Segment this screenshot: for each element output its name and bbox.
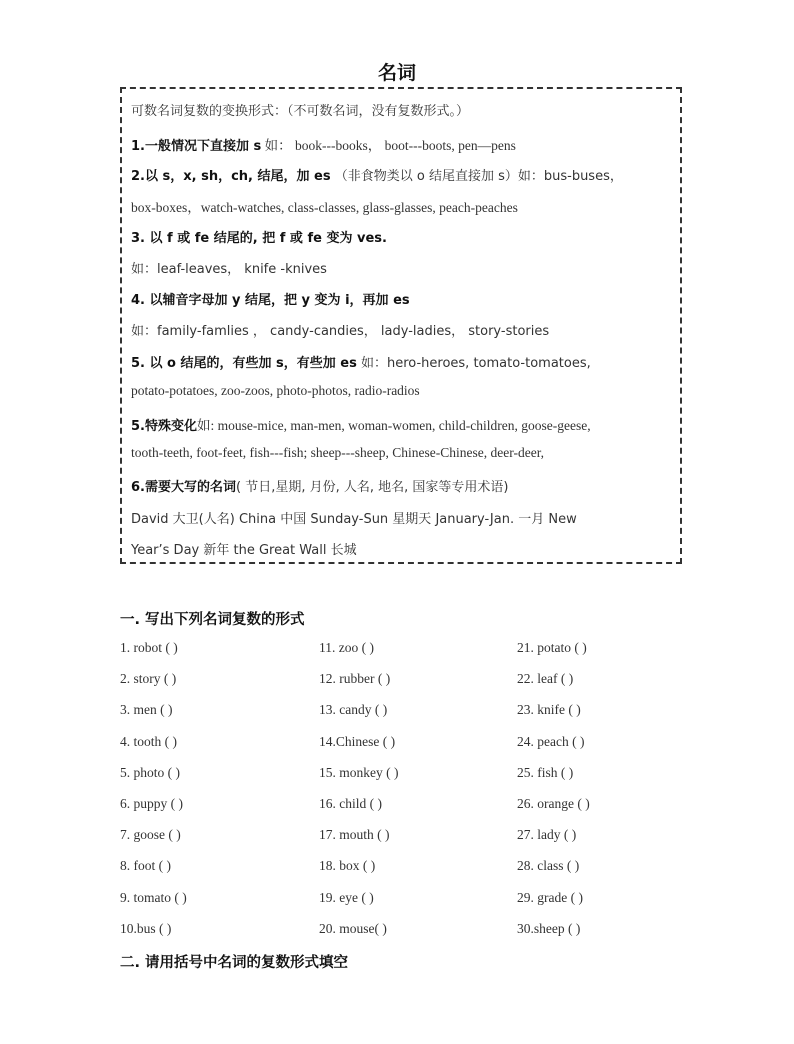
exercise-item: 30.sheep ( ) [517, 920, 581, 936]
rule-5-body: 如：hero-heroes, tomato-tomatoes, [356, 356, 591, 371]
rule-2-examples: box-boxes，watch-watches, class-classes, glass-glasses, peach-peaches [131, 200, 518, 215]
exercise-item: 1. robot ( ) [120, 640, 178, 655]
exercise-item: 20. mouse( ) [319, 920, 387, 936]
exercise-item: 11. zoo ( ) [319, 640, 374, 655]
exercise-item: 7. goose ( ) [120, 827, 181, 843]
rule-5-examples: potato-potatoes, zoo-zoos, photo-photos, radio-radios [131, 383, 420, 398]
rule-7 [131, 476, 508, 495]
rule-6 [131, 414, 591, 434]
exercise-item: 15. monkey ( ) [319, 764, 399, 780]
rule-3-head: 3. 以 f 或 fe 结尾的, 把 f 或 fe 变为 ves. [131, 231, 387, 246]
rule-7-examples: David 大卫(人名) China 中国 Sunday-Sun 星期天 January-Jan. 一月 New [131, 512, 577, 527]
exercise-item: 24. peach ( ) [517, 733, 585, 749]
rule-4 [131, 289, 410, 308]
rule-3 [131, 227, 387, 246]
exercise-item: 26. orange ( ) [517, 796, 590, 811]
exercise-item: 6. puppy ( ) [120, 796, 183, 811]
exercise-item: 18. box ( ) [319, 858, 376, 874]
exercise-item: 28. class ( ) [517, 858, 580, 874]
exercise-item: 13. candy ( ) [319, 702, 388, 718]
exercise-item: 27. lady ( ) [517, 827, 577, 843]
section-1-heading: 一. 写出下列名词复数的形式 [120, 612, 305, 628]
rule-6-body: 如: mouse-mice, man-men, woman-women, child-children, goose-geese, [196, 418, 591, 433]
exercise-item: 25. fish ( ) [517, 764, 574, 780]
exercise-item: 10.bus ( ) [120, 920, 172, 936]
rule-7-examples-2: Year’s Day 新年 the Great Wall 长城 [131, 543, 357, 558]
rule-5-head: 5. 以 o 结尾的，有些加 s，有些加 es [131, 356, 357, 371]
exercise-item: 9. tomato ( ) [120, 889, 187, 905]
rule-4-head: 4. 以辅音字母加 y 结尾，把 y 变为 i，再加 es [131, 293, 410, 308]
rule-2-head: 2.以 s，x, sh，ch, 结尾，加 es [131, 169, 331, 184]
rule-3-examples: 如：leaf-leaves， knife -knives [131, 262, 327, 277]
exercise-item: 19. eye ( ) [319, 889, 374, 905]
exercise-item: 29. grade ( ) [517, 889, 583, 905]
exercise-item: 14.Chinese ( ) [319, 733, 396, 749]
exercise-item: 17. mouth ( ) [319, 827, 390, 843]
exercise-item: 5. photo ( ) [120, 764, 180, 780]
rule-6-examples: tooth-teeth, foot-feet, fish---fish; sheep---sheep, Chinese-Chinese, deer-deer, [131, 445, 545, 460]
rule-1 [131, 134, 516, 154]
section-2-heading: 二. 请用括号中名词的复数形式填空 [120, 955, 349, 971]
exercise-item: 22. leaf ( ) [517, 671, 574, 687]
rule-4-examples: 如：family-famlies ， candy-candies， lady-ladies， story-stories [131, 324, 550, 339]
rule-2 [131, 165, 623, 184]
exercise-item: 16. child ( ) [319, 796, 382, 811]
rule-5 [131, 352, 591, 371]
rule-6-head: 5.特殊变化 [131, 419, 197, 434]
exercise-item: 12. rubber ( ) [319, 671, 391, 687]
exercise-item: 3. men ( ) [120, 702, 173, 718]
exercise-item: 21. potato ( ) [517, 640, 587, 655]
page-title: 名词 [377, 62, 416, 84]
rules-intro: 可数名词复数的变换形式：（不可数名词，没有复数形式。） [131, 104, 470, 119]
rule-1-body: 如： book---books， boot---boots, pen—pens [261, 138, 516, 153]
rule-7-head: 6.需要大写的名词 [131, 480, 236, 495]
exercise-item: 23. knife ( ) [517, 702, 581, 718]
rule-2-body: （非食物类以 o 结尾直接加 s）如：bus-buses， [330, 169, 623, 184]
exercise-item: 4. tooth ( ) [120, 733, 177, 749]
exercise-item: 2. story ( ) [120, 671, 177, 687]
rule-7-body: ( 节日,星期, 月份, 人名, 地名, 国家等专用术语) [235, 480, 509, 495]
exercise-item: 8. foot ( ) [120, 858, 171, 874]
rule-1-head: 1.一般情况下直接加 s [131, 139, 262, 154]
